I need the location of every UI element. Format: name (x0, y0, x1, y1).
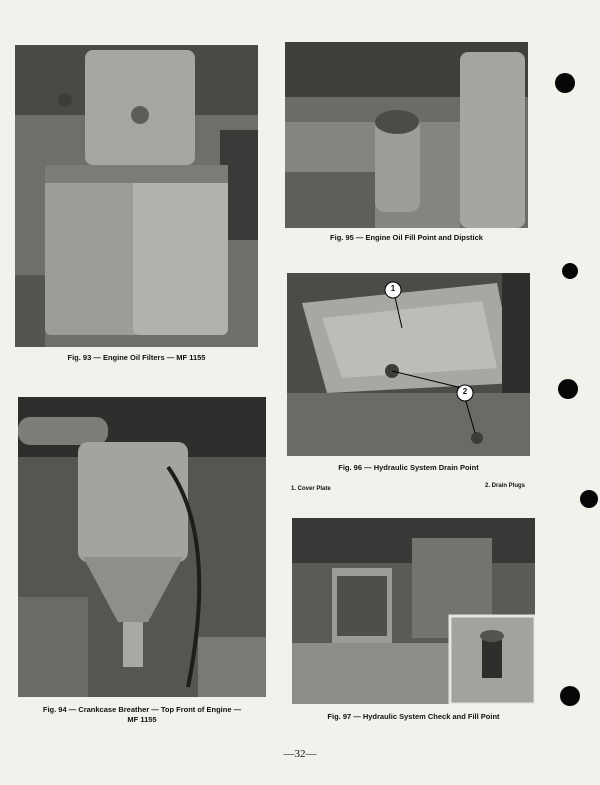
fig93-photo (15, 45, 258, 347)
fig94-photo (18, 397, 266, 697)
binder-hole-3 (558, 379, 578, 399)
binder-hole-1 (555, 73, 575, 93)
hydraulic-check-fill-image (292, 518, 535, 704)
binder-hole-4 (580, 490, 598, 508)
callout-1: 1 (390, 284, 396, 293)
fig96-photo (287, 273, 530, 456)
fig97-photo (292, 518, 535, 704)
fig94-caption-line2: MF 1155 (127, 715, 157, 724)
fig96-caption: Fig. 96 — Hydraulic System Drain Point (338, 463, 479, 472)
hydraulic-drain-image (287, 273, 530, 456)
fig97-caption: Fig. 97 — Hydraulic System Check and Fill Point (327, 712, 500, 721)
fig93-caption: Fig. 93 — Engine Oil Filters — MF 1155 (67, 353, 206, 362)
binder-hole-5 (560, 686, 580, 706)
fig95-caption: Fig. 95 — Engine Oil Fill Point and Dipstick (330, 233, 483, 242)
callout-2: 2 (462, 387, 468, 396)
fig96-legend-drain-plugs: 2. Drain Plugs (485, 483, 526, 489)
crankcase-breather-image (18, 397, 266, 697)
fig95-photo (285, 42, 528, 228)
binder-hole-2 (562, 263, 578, 279)
engine-oil-fill-image (285, 42, 528, 228)
engine-oil-filters-image (15, 45, 258, 347)
page-number: —32— (283, 748, 317, 760)
fig94-caption-line1: Fig. 94 — Crankcase Breather — Top Front of Engine — (42, 705, 242, 714)
fig96-legend-cover-plate: 1. Cover Plate (291, 486, 331, 492)
